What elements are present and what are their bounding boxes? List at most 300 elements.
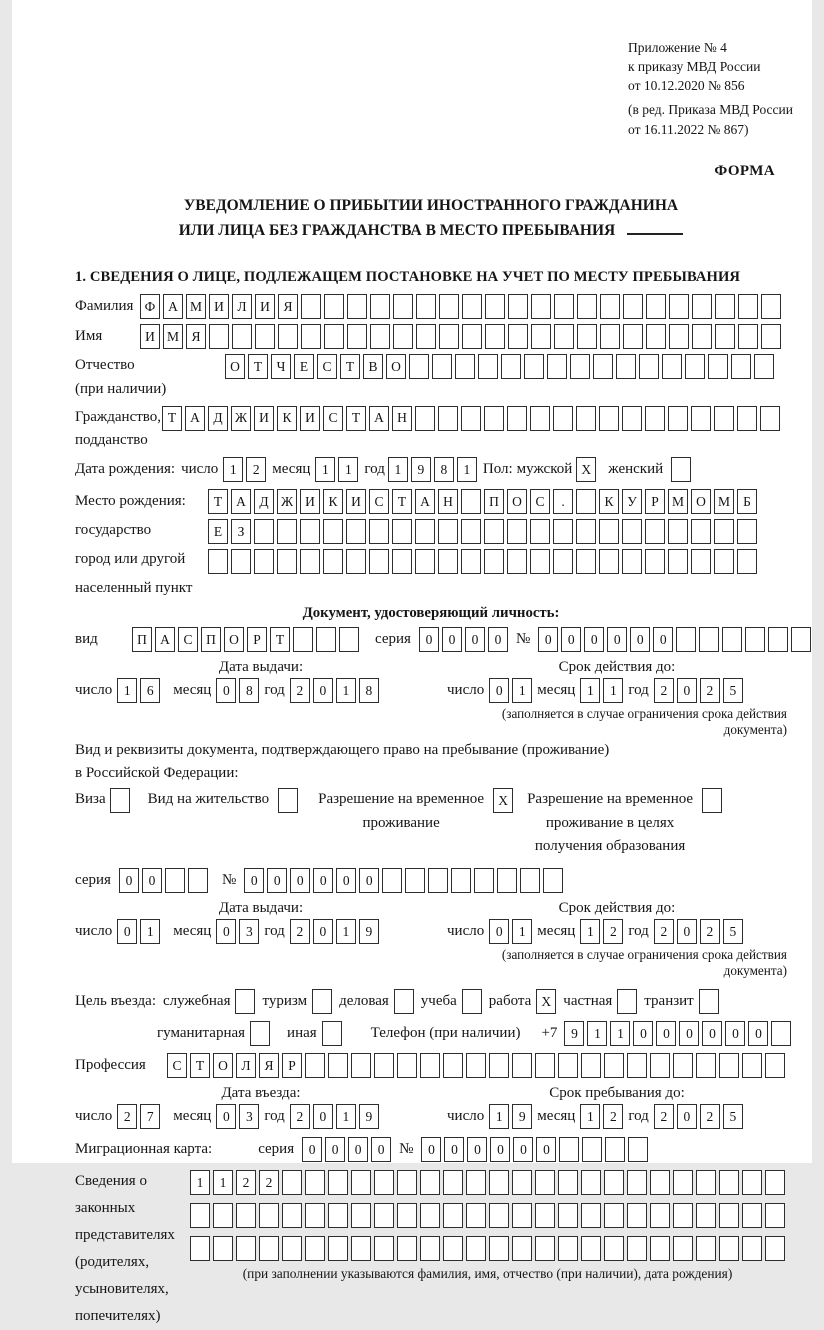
- doc-valid-year: [654, 678, 743, 703]
- entry-stay-dates: [75, 1085, 787, 1129]
- char-cell: Л: [232, 294, 252, 319]
- char-cell: [593, 354, 613, 379]
- char-cell: [351, 1236, 371, 1261]
- birth-date-row: [75, 457, 787, 482]
- char-cell: 0: [538, 627, 558, 652]
- residence-doc-dates: [75, 900, 787, 979]
- char-cell: [668, 549, 688, 574]
- char-cell: 9: [411, 457, 431, 482]
- purpose-row: Цель въезда: служебная туризм деловая учеба работа X частная транзит: [75, 989, 787, 1014]
- stay-year: [654, 1104, 743, 1129]
- char-cell: [208, 549, 228, 574]
- char-cell: Я: [278, 294, 298, 319]
- doc-valid-date: число 0 1 месяц 1 1 год 2 0 2 5: [447, 678, 787, 703]
- char-cell: [673, 1170, 693, 1195]
- char-cell: [535, 1236, 555, 1261]
- char-cell: 0: [677, 678, 697, 703]
- checkbox: [394, 989, 414, 1014]
- representatives-cells: [190, 1168, 785, 1330]
- char-cell: [305, 1203, 325, 1228]
- char-cell: [416, 294, 436, 319]
- representatives-block: [75, 1168, 787, 1330]
- char-cell: [719, 1170, 739, 1195]
- char-cell: 1: [512, 919, 532, 944]
- char-cell: А: [231, 489, 251, 514]
- char-cell: [530, 406, 550, 431]
- birth-place-labels: Место рождения: государство город или другой населенный пункт: [75, 493, 193, 597]
- char-cell: Т: [248, 354, 268, 379]
- char-cell: [577, 294, 597, 319]
- char-cell: П: [132, 627, 152, 652]
- checkbox: [110, 788, 130, 813]
- char-cell: 2: [603, 919, 623, 944]
- char-cell: [489, 1236, 509, 1261]
- char-cell: [324, 324, 344, 349]
- checkbox: [702, 788, 722, 813]
- char-cell: [328, 1236, 348, 1261]
- char-cell: М: [186, 294, 206, 319]
- char-cell: [745, 627, 765, 652]
- representatives-row1: [190, 1170, 785, 1195]
- order-line: к приказу МВД России: [628, 59, 761, 75]
- citizenship-cells: [162, 406, 780, 431]
- char-cell: Д: [254, 489, 274, 514]
- char-cell: [443, 1203, 463, 1228]
- char-cell: П: [201, 627, 221, 652]
- char-cell: К: [277, 406, 297, 431]
- char-cell: [323, 519, 343, 544]
- form-title: [75, 194, 787, 244]
- char-cell: 2: [290, 919, 310, 944]
- char-cell: 1: [336, 678, 356, 703]
- char-cell: [282, 1236, 302, 1261]
- char-cell: 0: [216, 678, 236, 703]
- char-cell: [236, 1236, 256, 1261]
- char-cell: [369, 549, 389, 574]
- char-cell: [696, 1203, 716, 1228]
- phone-cells: [564, 1021, 791, 1046]
- char-cell: И: [255, 294, 275, 319]
- char-cell: [645, 406, 665, 431]
- char-cell: 5: [723, 678, 743, 703]
- char-cell: О: [691, 489, 711, 514]
- checkbox: [617, 989, 637, 1014]
- char-cell: [714, 406, 734, 431]
- char-cell: [554, 324, 574, 349]
- char-cell: [438, 549, 458, 574]
- checkbox: [312, 989, 332, 1014]
- birth-place-block: [75, 487, 787, 603]
- char-cell: [708, 354, 728, 379]
- char-cell: О: [224, 627, 244, 652]
- birth-month-label: месяц: [272, 461, 311, 478]
- purpose-study-checkbox: [462, 989, 482, 1014]
- checkbox: [699, 989, 719, 1014]
- char-cell: Т: [392, 489, 412, 514]
- purpose-label: Цель въезда:: [75, 993, 156, 1010]
- char-cell: 0: [653, 627, 673, 652]
- char-cell: [507, 549, 527, 574]
- arrival-notification-form: [12, 0, 812, 1325]
- identity-doc-heading: Документ, удостоверяющий личность:: [302, 605, 560, 622]
- char-cell: [570, 354, 590, 379]
- char-cell: [765, 1236, 785, 1261]
- char-cell: [374, 1236, 394, 1261]
- char-cell: [165, 868, 185, 893]
- doc-valid-heading: Срок действия до:: [558, 659, 676, 676]
- char-cell: [737, 549, 757, 574]
- char-cell: Т: [190, 1053, 210, 1078]
- char-cell: [791, 627, 811, 652]
- char-cell: 0: [561, 627, 581, 652]
- char-cell: А: [185, 406, 205, 431]
- char-cell: 0: [313, 1104, 333, 1129]
- surname-row: [75, 294, 787, 319]
- checkbox: [462, 989, 482, 1014]
- char-cell: [416, 324, 436, 349]
- char-cell: [432, 354, 452, 379]
- char-cell: [508, 324, 528, 349]
- char-cell: Т: [162, 406, 182, 431]
- char-cell: 9: [359, 1104, 379, 1129]
- char-cell: [627, 1053, 647, 1078]
- char-cell: С: [317, 354, 337, 379]
- char-cell: [765, 1170, 785, 1195]
- char-cell: 1: [338, 457, 358, 482]
- char-cell: 1: [512, 678, 532, 703]
- char-cell: [738, 324, 758, 349]
- char-cell: 9: [512, 1104, 532, 1129]
- char-cell: К: [599, 489, 619, 514]
- residence-permit-checkbox: [278, 788, 298, 813]
- char-cell: [715, 294, 735, 319]
- char-cell: [650, 1236, 670, 1261]
- char-cell: 9: [359, 919, 379, 944]
- char-cell: 0: [302, 1137, 322, 1162]
- char-cell: Т: [208, 489, 228, 514]
- char-cell: [507, 519, 527, 544]
- char-cell: [646, 294, 666, 319]
- char-cell: 0: [267, 868, 287, 893]
- representatives-row2: [190, 1203, 785, 1228]
- purpose-business-checkbox: [394, 989, 414, 1014]
- sex-female-checkbox: [671, 457, 691, 482]
- char-cell: [742, 1236, 762, 1261]
- char-cell: [420, 1203, 440, 1228]
- char-cell: 0: [336, 868, 356, 893]
- char-cell: [669, 294, 689, 319]
- char-cell: [485, 324, 505, 349]
- identity-doc-row: [75, 627, 787, 652]
- purpose-row2: гуманитарная иная Телефон (при наличии) +7 9 1 1 0 0 0 0 0 0: [75, 1021, 787, 1046]
- char-cell: 2: [654, 919, 674, 944]
- char-cell: 0: [359, 868, 379, 893]
- char-cell: [622, 406, 642, 431]
- char-cell: [300, 549, 320, 574]
- representatives-labels: Сведения о законных представителях (родителях, усыновителях, попечителях): [75, 1173, 175, 1325]
- char-cell: [489, 1053, 509, 1078]
- char-cell: [547, 354, 567, 379]
- char-cell: [754, 354, 774, 379]
- char-cell: Р: [282, 1053, 302, 1078]
- char-cell: [622, 519, 642, 544]
- char-cell: [722, 627, 742, 652]
- char-cell: [696, 1236, 716, 1261]
- char-cell: 0: [490, 1137, 510, 1162]
- char-cell: [346, 549, 366, 574]
- migration-number-label: №: [399, 1141, 414, 1158]
- char-cell: З: [231, 519, 251, 544]
- char-cell: 1: [388, 457, 408, 482]
- char-cell: [282, 1203, 302, 1228]
- char-cell: С: [178, 627, 198, 652]
- char-cell: 2: [700, 1104, 720, 1129]
- char-cell: 0: [489, 678, 509, 703]
- char-cell: 3: [239, 1104, 259, 1129]
- doc-issue-heading: Дата выдачи:: [218, 659, 304, 676]
- char-cell: [714, 519, 734, 544]
- char-cell: [190, 1203, 210, 1228]
- birth-place-cells: [208, 487, 757, 603]
- char-cell: [213, 1236, 233, 1261]
- char-cell: 1: [336, 919, 356, 944]
- char-cell: [691, 519, 711, 544]
- doc-issue-year: [290, 678, 379, 703]
- birth-place-row1: [208, 489, 757, 514]
- char-cell: 0: [142, 868, 162, 893]
- char-cell: 1: [117, 678, 137, 703]
- char-cell: Б: [737, 489, 757, 514]
- representatives-row3: [190, 1236, 785, 1261]
- char-cell: [209, 324, 229, 349]
- char-cell: [397, 1170, 417, 1195]
- birth-year-cells: [388, 457, 477, 482]
- char-cell: 5: [723, 919, 743, 944]
- checkbox: [322, 1021, 342, 1046]
- residence-valid-note: (заполняется в случае ограничения срока действия документа): [501, 947, 787, 979]
- char-cell: [765, 1203, 785, 1228]
- patronymic-label: Отчество (при наличии): [75, 357, 167, 397]
- sex-male-checkbox: [576, 457, 596, 482]
- char-cell: [484, 519, 504, 544]
- char-cell: .: [553, 489, 573, 514]
- char-cell: [535, 1203, 555, 1228]
- char-cell: [443, 1170, 463, 1195]
- char-cell: 1: [603, 678, 623, 703]
- char-cell: [719, 1236, 739, 1261]
- char-cell: Ч: [271, 354, 291, 379]
- stay-month: [580, 1104, 623, 1129]
- char-cell: 0: [633, 1021, 653, 1046]
- char-cell: [438, 406, 458, 431]
- doc-valid-note: (заполняется в случае ограничения срока действия документа): [501, 706, 787, 738]
- char-cell: Ж: [231, 406, 251, 431]
- char-cell: [305, 1236, 325, 1261]
- char-cell: [576, 549, 596, 574]
- char-cell: 0: [325, 1137, 345, 1162]
- char-cell: [351, 1170, 371, 1195]
- char-cell: [369, 519, 389, 544]
- profession-cells: [167, 1053, 785, 1078]
- char-cell: [213, 1203, 233, 1228]
- birth-place-row2: [208, 519, 757, 544]
- char-cell: 1: [610, 1021, 630, 1046]
- sex-female-label: женский: [608, 461, 664, 478]
- char-cell: [461, 406, 481, 431]
- char-cell: 0: [465, 627, 485, 652]
- representatives-note: (при заполнении указываются фамилия, имя, отчество (при наличии), дата рождения): [242, 1266, 733, 1282]
- char-cell: А: [415, 489, 435, 514]
- option-visa: Виза: [75, 788, 130, 813]
- char-cell: [668, 406, 688, 431]
- char-cell: [650, 1203, 670, 1228]
- char-cell: П: [484, 489, 504, 514]
- char-cell: 9: [564, 1021, 584, 1046]
- doc-issue-date: число 1 6 месяц 0 8 год 2 0 1 8: [75, 678, 447, 703]
- char-cell: [462, 324, 482, 349]
- char-cell: [254, 549, 274, 574]
- char-cell: [558, 1053, 578, 1078]
- edition-line: (в ред. Приказа МВД России: [628, 102, 793, 118]
- phone-prefix: +7: [541, 1025, 558, 1042]
- char-cell: И: [209, 294, 229, 319]
- sex-label: Пол:: [482, 461, 513, 478]
- char-cell: [259, 1203, 279, 1228]
- forma-label: ФОРМА: [714, 162, 775, 179]
- stay-day: [489, 1104, 532, 1129]
- char-cell: [604, 1053, 624, 1078]
- char-cell: 1: [587, 1021, 607, 1046]
- stay-until-heading: Срок пребывания до:: [549, 1085, 685, 1102]
- char-cell: [576, 489, 596, 514]
- checkbox: [235, 989, 255, 1014]
- char-cell: О: [213, 1053, 233, 1078]
- char-cell: [466, 1203, 486, 1228]
- char-cell: 1: [190, 1170, 210, 1195]
- char-cell: [581, 1203, 601, 1228]
- char-cell: [305, 1053, 325, 1078]
- checkbox: X: [493, 788, 513, 813]
- char-cell: [582, 1137, 602, 1162]
- char-cell: [761, 294, 781, 319]
- doc-number-label: №: [515, 631, 531, 648]
- char-cell: [553, 549, 573, 574]
- char-cell: И: [300, 406, 320, 431]
- char-cell: 0: [748, 1021, 768, 1046]
- char-cell: [443, 1236, 463, 1261]
- char-cell: 3: [239, 919, 259, 944]
- char-cell: 0: [489, 919, 509, 944]
- char-cell: [374, 1203, 394, 1228]
- char-cell: 2: [654, 678, 674, 703]
- char-cell: [466, 1170, 486, 1195]
- char-cell: 0: [630, 627, 650, 652]
- char-cell: Ж: [277, 489, 297, 514]
- char-cell: [293, 627, 313, 652]
- doc-kind-label: вид: [75, 631, 98, 648]
- char-cell: [392, 549, 412, 574]
- char-cell: 5: [723, 1104, 743, 1129]
- char-cell: [558, 1236, 578, 1261]
- purpose-other-checkbox: [322, 1021, 342, 1046]
- char-cell: [737, 519, 757, 544]
- char-cell: [599, 406, 619, 431]
- purpose-tourism-checkbox: [312, 989, 332, 1014]
- doc-series-cells: [419, 627, 508, 652]
- char-cell: 0: [725, 1021, 745, 1046]
- birth-year-label: год: [364, 461, 385, 478]
- char-cell: [282, 1170, 302, 1195]
- char-cell: О: [507, 489, 527, 514]
- char-cell: [627, 1170, 647, 1195]
- char-cell: [351, 1203, 371, 1228]
- entry-year: [290, 1104, 379, 1129]
- char-cell: М: [163, 324, 183, 349]
- char-cell: [512, 1236, 532, 1261]
- char-cell: Д: [208, 406, 228, 431]
- char-cell: [439, 324, 459, 349]
- char-cell: Л: [236, 1053, 256, 1078]
- residence-valid-heading: Срок действия до:: [558, 900, 676, 917]
- char-cell: [420, 1170, 440, 1195]
- option-residence-permit: Вид на жительство: [148, 788, 298, 813]
- char-cell: [627, 1236, 647, 1261]
- char-cell: [737, 406, 757, 431]
- char-cell: [576, 406, 596, 431]
- char-cell: Н: [438, 489, 458, 514]
- order-reference-block: [628, 38, 824, 139]
- char-cell: А: [155, 627, 175, 652]
- char-cell: [278, 324, 298, 349]
- char-cell: [558, 1170, 578, 1195]
- residence-number-cells: [244, 868, 563, 893]
- char-cell: 2: [117, 1104, 137, 1129]
- char-cell: [347, 324, 367, 349]
- char-cell: 1: [213, 1170, 233, 1195]
- char-cell: [599, 549, 619, 574]
- char-cell: В: [363, 354, 383, 379]
- char-cell: 2: [654, 1104, 674, 1129]
- doc-issue-day: [117, 678, 160, 703]
- char-cell: А: [163, 294, 183, 319]
- char-cell: [231, 549, 251, 574]
- patronymic-cells: [225, 354, 774, 379]
- char-cell: [382, 868, 402, 893]
- char-cell: [301, 324, 321, 349]
- char-cell: [443, 1053, 463, 1078]
- birth-day-cells: [223, 457, 266, 482]
- option-temporary-residence-education: Разрешение на временное проживание в целях получения образования: [527, 788, 722, 858]
- char-cell: [577, 324, 597, 349]
- profession-row: [75, 1053, 787, 1078]
- char-cell: 2: [259, 1170, 279, 1195]
- char-cell: И: [140, 324, 160, 349]
- char-cell: [622, 549, 642, 574]
- char-cell: [530, 519, 550, 544]
- char-cell: [731, 354, 751, 379]
- profession-label: Профессия: [75, 1057, 146, 1074]
- char-cell: [669, 324, 689, 349]
- annex-number: Приложение № 4: [628, 40, 727, 55]
- phone-label: Телефон (при наличии): [370, 1025, 521, 1042]
- char-cell: 2: [700, 919, 720, 944]
- entry-day: [117, 1104, 160, 1129]
- char-cell: 0: [313, 678, 333, 703]
- char-cell: [393, 324, 413, 349]
- char-cell: 0: [244, 868, 264, 893]
- char-cell: 0: [467, 1137, 487, 1162]
- migration-card-row: [75, 1137, 787, 1162]
